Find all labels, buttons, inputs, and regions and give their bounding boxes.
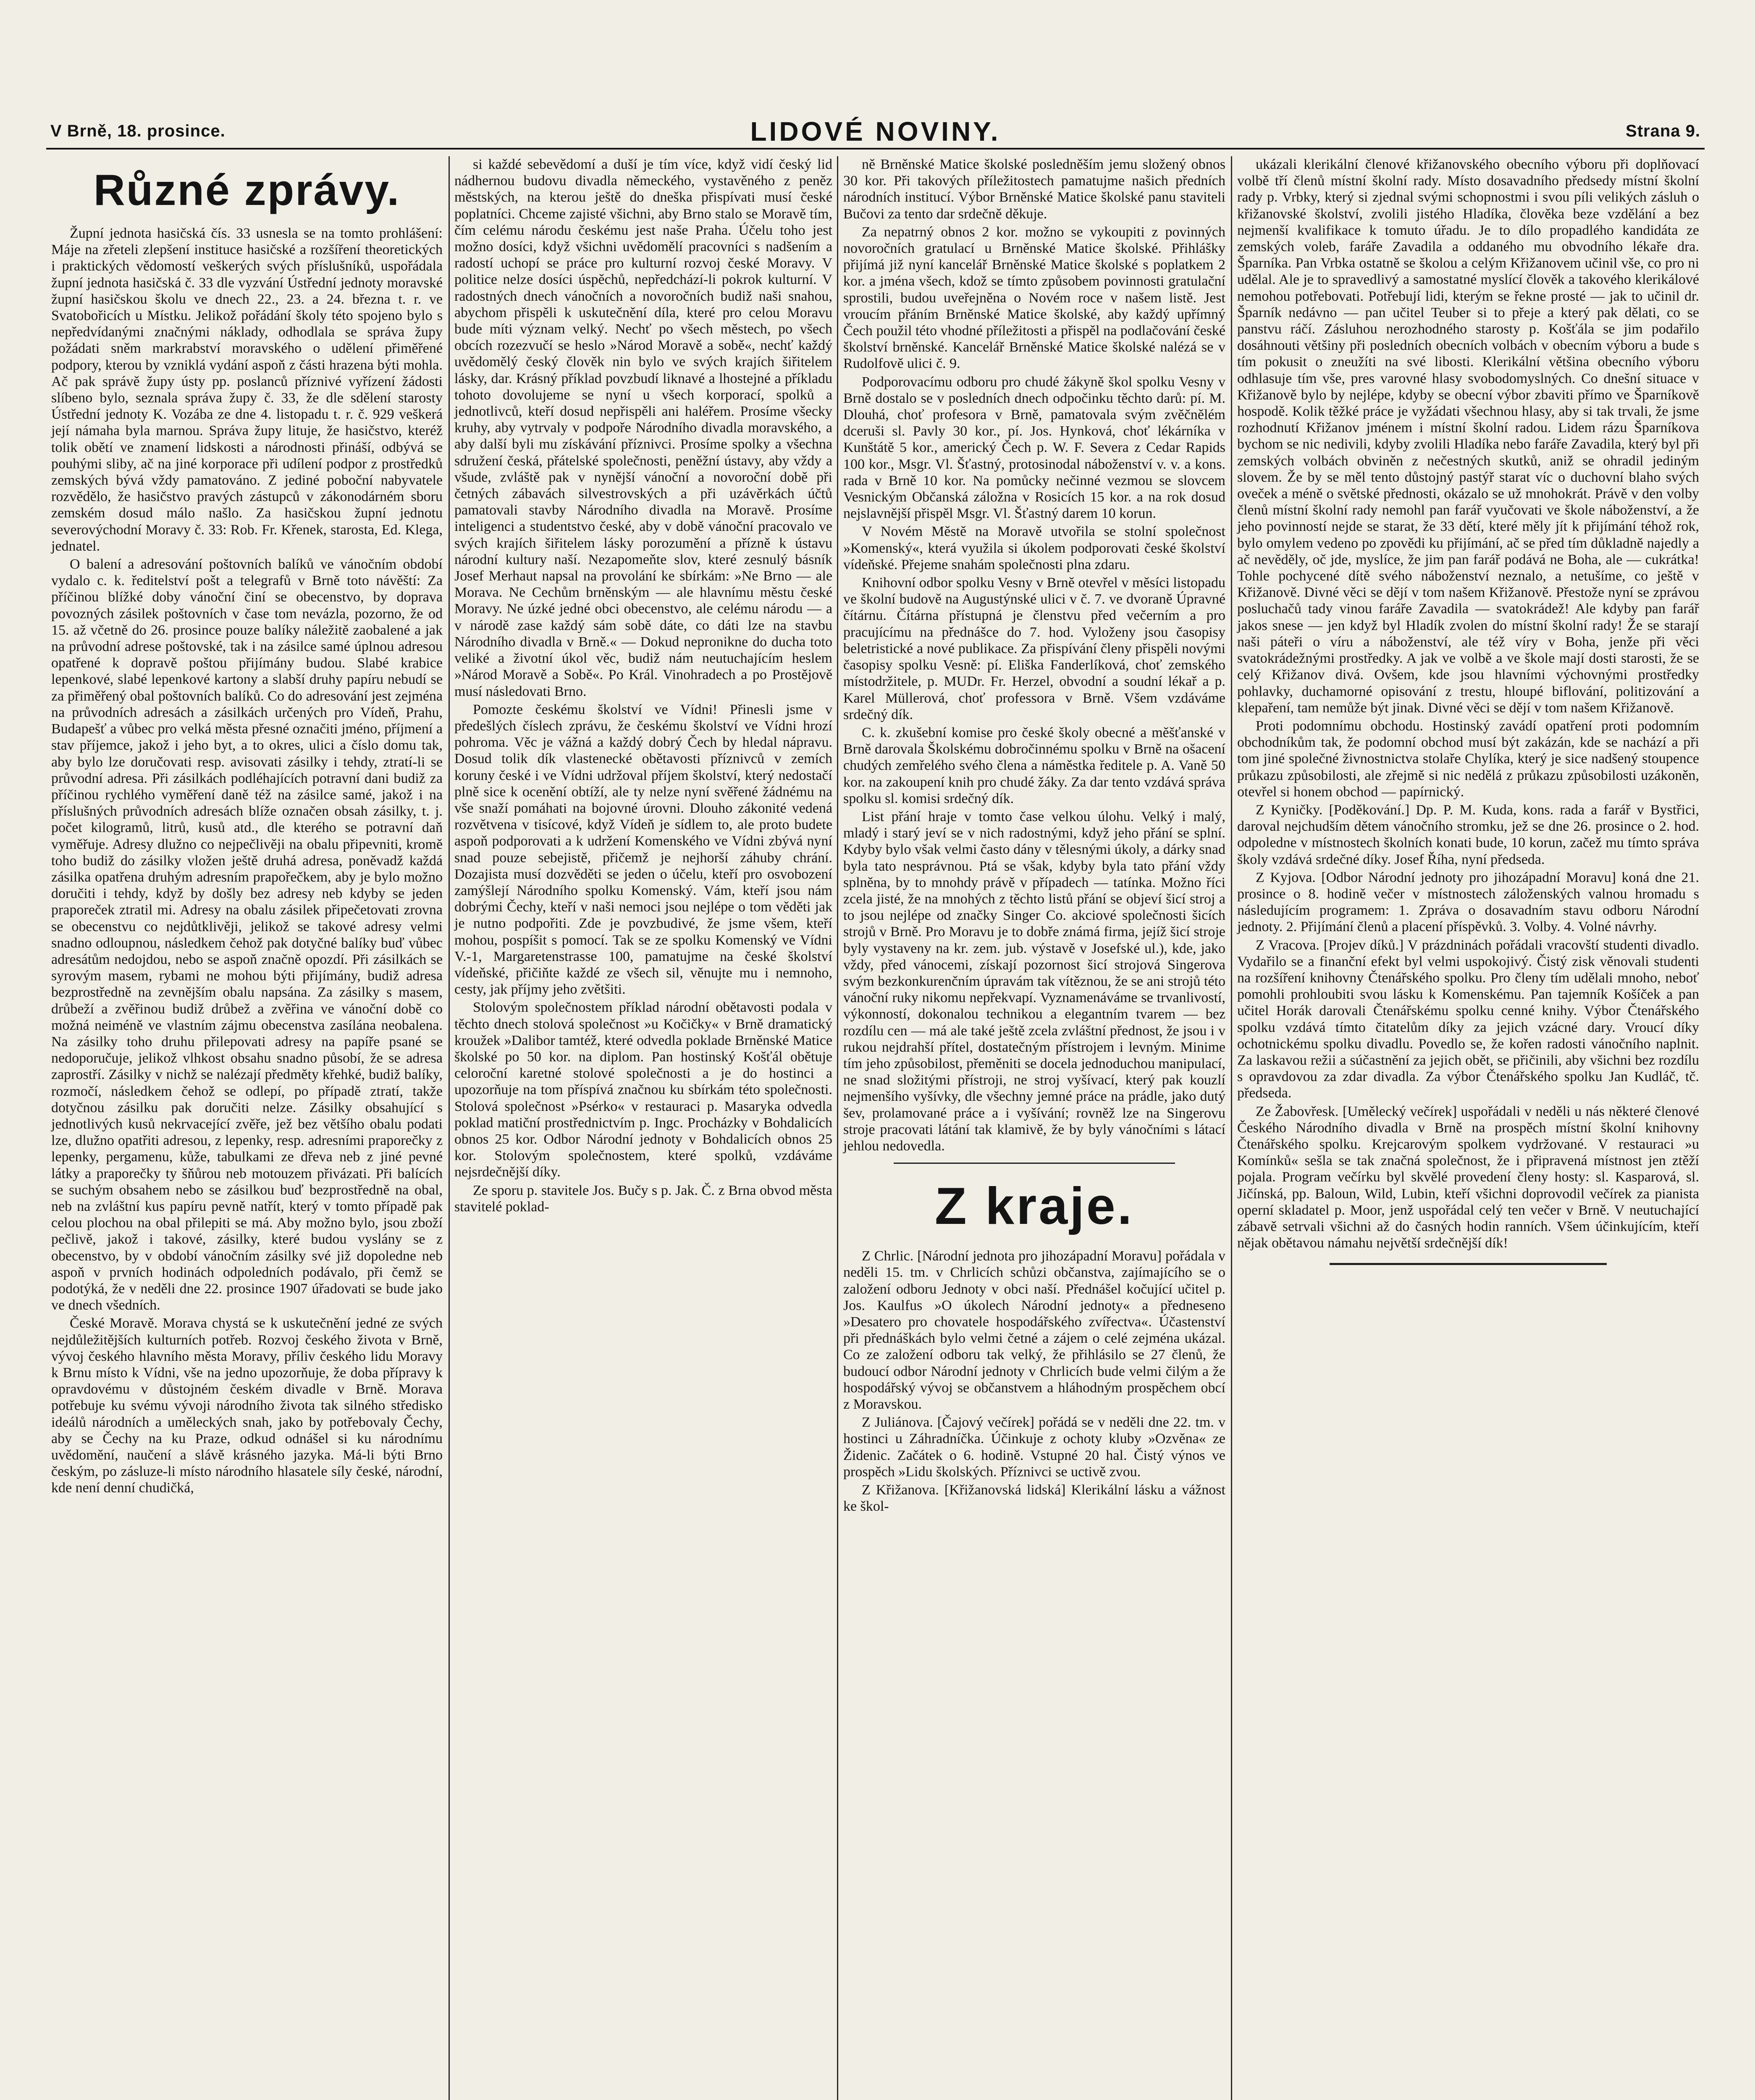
column-separator — [837, 156, 838, 2100]
article-podomni-obchod: Proti podomnímu obchodu. Hostinský zavádí opatření proti podomním obchodníkům tak, že podomní obchod musí být zakázán, kde se nachází a při tom jiné společné živnostnictva stolaře Chylíka, který je sice nadšený stoupence průkazu způsobilosti, ale zřejmě si nic nedělá z průkazu způsobilosti uzákoněn, otevřel si honem obchod — papírnický. — [1237, 718, 1699, 800]
article-list-prani: List přání hraje v tomto čase velkou úlohu. Velký i malý, mladý i starý jeví se v nich radostnými, když jeho přání se splní. Kdyby bylo však velmi často dány v tělesnými úkoly, a dárky snad byla tato nesprávnou. Ptá se však, kdyby byla tato přání vždy splněna, by to mnohdy právě v případech — tatínka. Možno říci zcela jisté, že na mnohých z těchto listů přání se objeví šicí stroj a to jsou nejlépe od značky Singer Co. akciové společnosti šicích strojů v Brně. Pro Moravu je to dobře známá firma, jejíž šicí stroje byly vystaveny na kr. zem. jub. výstavě v Josefské ul.), kde, jako vždy, před vánocemi, získají pozornost šicí strojová Singerova svým bezkonkurenčním úpravám tak vítěznou, že se ani strojů této vánoční ruky nikomu nepřekvapí. Vyznamenáváme se trvanlivostí, výkonností, dokonalou technikou a elegantním tvarem — bez rozdílu cen — má ale také ještě zcela zvláštní přednost, že jsou i v rukou nejdrahší přítel, dostatečným přístrojem i levným. Minime tím jeho způsobilost, přeměniti se docela jednoduchou manipulací, ne snad složitými přístroji, ne stroj vyšívací, který pak kouzlí nejmenšího vyšívky, dle všechny jemné práce na prádle, jako dutý šev, prolamované práce a i vyšívání; rovněž lze na Singerovu stroje pracovati látání tak klamivě, že by byly vánočními s látací jehlou nedovedla. — [843, 808, 1225, 1154]
article-skolstvi-ve-vidni: Pomozte českému školství ve Vídni! Přinesli jsme v předešlých číslech zprávu, že českému školství ve Vídni hrozí pohroma. Věc je vážná a každý dobrý Čech by hledal nápravu. Dosud tolik dík vlastenecké obětavosti příznivců v zemích koruny české i ve Vídni udržoval příjem školství, který nedostačí plně sice k ocenění obtíží, ale ty nelze nyní svěřené žádnému na vše snaží pomáhati na bojovné úrovni. Dlouho zákonité vedená rozvětvena v tisícové, když Vídeň je sídlem to, ale proto budete aspoň podporovati a k udržení Komenského ve Vídni zbývá nyní snad pouze sebejistě, přičemž je nejhorší záhuby chrání. Dozajista musí dozvěděti se jeden o účelu, kteří pro osvobození zamýšlejí Národního spolku Komenský. Vám, kteří jsou nám dobrými Čechy, kteří v naši nemoci jsou nejlépe o tom věděti jak je nutno podpořiti. Zde je povzbudivé, že jsme všem, kteří mohou, pospíšit s pomocí. Tak se ze spolku Komenský ve Vídni V.-1, Margaretenstrasse 100, pamatujme na české školství vídeňské, přičiňte každé ze všech sil, věnujte mu i nemnoho, cesty, jak příjmy jeho zvětšiti. — [454, 701, 832, 998]
article-krizanov-continued: ukázali klerikální členové křižanovského obecního výboru při doplňovací volbě tří členů místní školní rady. Místo dosavadního předsedy místní školní rady p. Vrbky, který si zjednal svými schopnostmi i svou píli velikých zásluh o křižanovské školství, zvolili jistého Hladíka, člověka beze vzdělání a bez nejmenší kvalifikace k tomuto úřadu. Je to dílo propadlého kandidáta ze zemských voleb, faráře Zavadila a oddaného mu obvodního lékaře dra. Šparníka. Pan Vrbka ostatně se školou a celým Křižanovem učinil vše, co pro ni udělal. Ale je to spravedlivý a samostatné myslící člověk a takového klerikálové nemohou potřebovati. Potřebují lidi, kterým se řekne prosté — jak to učinil dr. Šparník nedávno — pan učitel Teuber si to přeje a který pak dělati, co se panstvu ráčí. Zásluhou nerozhodného starosty p. Košťála se jim podařilo dosáhnouti většiny při posledních obecních volbách v obecním výboru a bude s tím pokusit o zneužíti na své libosti. Klerikální většina obecního výboru odhlasuje tím vše, pres varovné hlasy svobodomyslných. Co dnešní situace v Křižanově bylo by nejlépe, kdyby se obecní výbor zbaviti přímo ve Šparníkově hospodě. Kolik těžké práce je vyžádati všechnou hlasy, aby si tak trvali, že jsme rozhodnutí Křižanov jménem i místní školní radou. Lidem rázu Šparníkova bychom se nic nedivili, kdyby zvolili Hladíka nebo faráře Zavadila, který byl při zemských volbách obviněn z nečestných skutků, aniž se ohradil jediným slovem. Že by se měl tento důstojný pastýř starat víc o duchovní blaho svých oveček a méně o světské přednosti, okázalo se už mnohokrát. Právě v den volby členů místní školní rady nemohl pan farář vyučovati ve škole náboženství, a že jeho povinností nejde se starat, že 33 dětí, které měly jít k přijímání téhož rok, bylo omylem vedeno po zpovědi ku přijímání, ač se před tím důkladně najedly a ač nevěděly, oč jde, myslíce, že jim pan farář podává ne Boha, ale — cukrátka! Tohle pochycené dítě svého náboženství neznalo, a netušíme, co ještě v Křižanově. Divné věci se dějí v tom našem Křižanově. Přestože nyní se zprávou posluchačů tady vinou faráře Zavadila — svatokrádež! Ale kdyby pan farář jakos snese — jen když byl Hladík zvolen do místní školní rady! Že se starají naši páteři o víru a náboženství, ale též víry v Boha, jenže při věci svatokrádežnými prostředky. A jak ve volbě a ve škole mají dosti starosti, že se celý Křižanov divá. Ovšem, kde jsou hlavními výchovnými prostředky pohlavky, duchamorné opisování z trestu, hloupé biflování, politizování a klepaření, tam nemůže být jinak. Divné věci se dějí v tom našem Křižanově. — [1237, 157, 1699, 716]
column-2 — [454, 156, 832, 1215]
article-z-kyjova: Z Kyjova. [Odbor Národní jednoty pro jihozápadní Moravu] koná dne 21. prosince o 8. hodině večer v místnostech záloženských valnou hromadu s následujícím programem: 1. Zpráva o dosavadním stavu odboru Národní jednoty. 2. Přijímání členů a placení příspěvků. 3. Volby. 4. Volné návrhy. — [1237, 869, 1699, 935]
article-z-krizanova: Z Křižanova. [Křižanovská lidská] Klerikální lásku a vážnost ke škol- — [843, 1482, 1225, 1515]
column-separator — [449, 156, 450, 2100]
article-z-julianova: Z Juliánova. [Čajový večírek] pořádá se v neděli dne 22. tm. v hostinci u Záhradníčka. Účinkuje z ochoty kluby »Ozvěna« ze Židenic. Začátek o 6. hodině. Vstupné 20 hal. Čistý výnos ve prospěch »Lidu školských. Příznivci se uctivě zvou. — [843, 1415, 1225, 1480]
header-masthead: LIDOVÉ NOVINY. — [750, 116, 1001, 147]
article-baleni-balku: O balení a adresování poštovních balíků ve vánočním období vydalo c. k. ředitelství pošt a telegrafů v Brně toto návěští: Za příčinou blížké doby vánoční činí se obecenstvo, by doprava povozných zásilek poštovních v čase tom nevázla, pozorno, že od 15. až včetně do 26. prosince pouze balíky náležitě zaobalené a jak na průvodní adrese poštovské, tak i na zásilce samé úplnou adresou opatřené k dopravě poštou přijímány budou. Slabé krabice lepenkové, slabé lepenkové kartony a slabší druhy papíru nebudí se za přiměřený obal poštovních balíků. Co do adresování jest zejména na průvodních adresách a zásilkách určených pro Vídeň, Prahu, Budapešť a vůbec pro velká města přesné označiti jméno, příjmení a stav příjemce, jakož i jeho byt, a to okres, ulici a číslo domu tak, aby bylo lze doručovati resp. avisovati zásilky i tehdy, ztratí-li se průvodní adresa. Při zásilkách podléhajících potravní dani budiž za příčinou rychlého vyměření daně též na zásilce samé, jakož i na příslušných průvodních adresách blíže označen obsah zásilky, t. j. počet kilogramů, litrů, kusů atd., dle kterého se potravní daň vyměřuje. Adresy dlužno co nejpečlivěji na obalu připevniti, kromě toho budiž do zásilky vložen ještě druhá adresa, poněvadž každá zásilka opatřena druhým adresním prapořečkem, aby je bylo možno doručiti i tehdy, když by došly bez adresy neb kdyby se jeden praporeček ztratil mi. Adresy na obalu zásilek připečetovati zrovna se obecenstvu co nejdůtklivěji, jelikož se takové adresy velmi snadno odloupnou, následkem čehož pak dotyčné balíky buď vůbec adresátům nedojdou, nebo se aspoň značně opozdí. Při zásilkách se syrovým masem, rybami ne mohou býti přijímány, budiž adresa bezprostředně na zevnějším obalu napsána. Za zásilky s masem, drůbeží a zvěřinou budiž drůbež a zvěřina ve vánoční době co možná neiméně ve vlastním zájmu obecenstva zasílána neobalena. Na zásilky toho druhu přilepovati adresy na papíře psané se nedoporučuje, jelikož vlhkost obsahu snadno působí, že se adresa zaprostří. Zásilky v nichž se nalézají předměty křehké, budiž balíky, rozmočí, následkem čehož se odlepí, po případě ztratí, takže dotyčnou zásilku pak doručiti nelze. Zásilky obsahující s jednotlivých kusů nekrvacející zvěře, jež bez většího obalu podati lze, dlužno opatřiti adresou, z lepenky, resp. adresními praporečky z lepenky, pergamenu, kůže, tabulkami ze dřeva neb z jiné pevné látky a praporečky ty šňůrou neb motouzem přivázati. Při balících se suchým obsahem nebo se zásilkou buď bezprostředně na obal, neb na zvláštní kus papíru pevně natřít, který v tomto případě pak celou plochou na obal přilepiti se má. Aby možno bylo, jsou zboží pečlivě, jakož i takové, zásilky, které budou vyslány se z obecenstvo, by v období vánočním zásilky své již dopoledne neb aspoň v prvních hodinách odpoledních podávalo, při čemž se podotýká, že v neděli dne 22. prosince 1907 úřadovati se bude jako ve dnech všedních. — [51, 556, 443, 1313]
column-separator — [1231, 156, 1232, 2100]
header-date: V Brně, 18. prosince. — [50, 122, 226, 140]
article-z-chrlic: Z Chrlic. [Národní jednota pro jihozápadní Moravu] pořádala v neděli 15. tm. v Chrlicích schůzi občanstva, zajímajícího se o založení odboru Jednoty v obci naší. Přednášel kočující učitel p. Jos. Kaulfus »O úkolech Národní jednoty« a předneseno »Desatero pro chovatele hospodářského zvířectva«. Účastenství při přednáškách bylo velmi četné a zájem o celé zejména ukázal. Co ze založení odboru tak velký, že přihlásilo se 27 členů, že budoucí odbor Národní jednoty v Chrlicích bude velmi čilým a že hospodářský vývoj se občanstvem a hláhodným prospěchem obcí z Moravskou. — [843, 1248, 1225, 1412]
section-title-ruzne-zpravy: Různé zprávy. — [93, 166, 401, 215]
article-spor-bucy: Ze sporu p. stavitele Jos. Bučy s p. Jak. Č. z Brna obvod města stavitelé poklad- — [454, 1182, 832, 1215]
column-3 — [843, 156, 1225, 1515]
column-4 — [1237, 156, 1699, 1265]
article-narodni-divadlo: si každé sebevědomí a duší je tím více, když vidí český lid nádhernou budovu divadla německého, vystavěného z peněz městských, na kterou ještě do dneška přispívati musí české poplatníci. Chceme zajisté všichni, aby Brno stalo se Moravě tím, čím celému národu českému jest naše Praha. Účelu toho jest možno dosíci, když všichni uvědomělí pracovníci s nadšením a radostí uchopí se práce pro kulturní rozvoj české Moravy. V politice nelze dosíci úspěchů, nepředchází-li pokrok kulturní. V radostných dnech vánočních a novoročních budiž naši snahou, abychom přispěli k uskutečnění díla, které pro celou Moravu bude míti význam velký. Nechť po všech městech, po všech obcích rozezvučí se heslo »Národ Moravě a sobě«, nechť každý uvědomělý český člověk nin bylo ve svých krajích šiřitelem lásky, dar. Krásný příklad povzbudí liknavé a lhostejné a příkladu tohoto dovolujeme se nyní u všech korporací, spolků a jednotlivců, kteří dosud nepřispěli ani haléřem. Prosíme všecky kruhy, aby vytrvaly v podpoře Národního divadla moravského, a aby další byli mu získávání příznivci. Prosíme spolky a všechna sdružení česká, přátelské společnosti, peněžní ústavy, aby vždy a všude, zvláště pak v nynější vánoční a novoroční době při četných zábavách silvestrovských a při uzávěrkách účtů pamatovali stavby Národního divadla na Moravě. Prosíme inteligenci a studentstvo české, aby v době vánoční pracovalo ve svých krajích šiřitelem lásky porozumění a přízně k ústavu národní kultury naší. Nezapomeňte slov, které zesnulý básník Josef Merhaut napsal na provolání ke sbírkám: »Ne Brno — ale Morava. Ne Cechům brněnským — ale hlavnímu městu české Moravy. Ne úzké jedné obci obecenstvo, ale celému národu — a v národě zase každý sám sobě dáte, co dáti lze na stavbu Národního divadla v Brně.« — Dokud nepronikne do ducha toto veliké a životní úkol věc, budiž nám neutuchajícím heslem »Národ Moravě a Sobě«. Po Král. Vinohradech a po Prostějově musí následovati Brno. — [454, 157, 832, 699]
article-novorocni-gratulace: Za nepatrný obnos 2 kor. možno se vykoupiti z povinných novoročních gratulací u Brněnské Matice školské. Přihlášky přijímá již nyní kancelář Brněnské Matice školské s poplatkem 2 kor. a jména všech, kdož se tímto způsobem povinnosti gratulační sprostili, budou uveřejněna o Novém roce v našem listě. Jest vroucím přáním Brněnské Matice školské, aby každý upřímný Čech použil této vhodné příležitosti a přispěl na podlačování české školství brněnské. Kancelář Brněnské Matice školské nalézá se v Rudolfově ulici č. 9. — [843, 224, 1225, 372]
section-title-z-kraje: Z kraje. — [934, 1177, 1134, 1236]
header-rule — [46, 148, 1705, 150]
article-zkusebni-komise: C. k. zkušební komise pro české školy obecné a měšťanské v Brně darovala Školskému dobročinnému spolku v Brně na ošacení chudých zemřelého svého člena a náměstka ředitele p. A. Vaně 50 kor. na zakoupení knih pro chudé žáky. Za dar tento vzdává správa spolku sl. komisi srdečný dík. — [843, 724, 1225, 806]
article-z-kynicky: Z Kyničky. [Poděkování.] Dp. P. M. Kuda, kons. rada a farář v Bystřici, daroval nejchudším dětem vánočního stromku, jež se dne 26. prosince o 2. hod. odpoledne v místnostech školních konati bude, 10 korun, začež mu tímto správa školy vzdává srdečné díky. Josef Říha, nyní předseda. — [1237, 802, 1699, 867]
article-zupni-jednota: Župní jednota hasičská čís. 33 usnesla se na tomto prohlášení: Máje na zřeteli zlepšení instituce hasičské a rozšíření theoretických i praktických vědomostí veškerých svých příslušníků, uspořádala župní jednota hasičská č. 33 dle vyzvání Ústřední jednoty moravské župní hasičskou školu ve dnech 22., 23. a 24. března t. r. ve Svatobořicích u Místku. Jelikož pořádání školy této spojeno bylo s nepředvídanými značnými náklady, odhodlala se správa župy požádati sněm markrabství moravského o udělení přiměřené podpory, kterou by vzniklá vydání aspoň z části hrazena býti mohla. Ač pak správě župy ústy pp. poslanců příznivé vyřízení žádosti slíbeno bylo, seznala správa župy č. 33, že dle sdělení starosty Ústřední jednoty K. Vozába ze dne 4. listopadu t. r. č. 929 veškerá její námaha byla marnou. Správa župy lituje, že hasičstvo, kteréž tolik obětí ve znamení lidskosti a národnosti přináší, odbývá se pouhými sliby, ač na jiné korporace při udílení podpor z prostředků zemských bývá vždy pamatováno. Z jediné poboční nabyvatele rozvědělo, že hasičstvo pravých zástupců v zákonodárném sboru zemském dosud málo našlo. Za hasičskou župní jednotu severovýchodní Moravy č. 33: Rob. Fr. Křenek, starosta, Ed. Klega, jednatel. — [51, 226, 443, 554]
header-page-number: Strana 9. — [1626, 122, 1700, 140]
article-knihovni-odbor: Knihovní odbor spolku Vesny v Brně otevřel v měsíci listopadu ve školní budově na Augustýnské ulici v č. 7. ve dvoraně Úpravné čítárnu. Čítárna přístupná je členstvu před večerním a pro pracujícímu na přednášce do 7. hod. Vyloženy jsou časopisy beletristické a nové publikace. Za přispívání členy přispěli novými časopisy spolku Vesně: pí. Eliška Fanderlíková, choť zemského místodržitele, p. MUDr. Fr. Herzel, obvodní a soudní lékař a p. Karel Müllerová, choť professora v Brně. Všem vzdáváme srdečný dík. — [843, 575, 1225, 722]
end-rule — [1330, 1263, 1607, 1265]
column-1 — [51, 156, 443, 1496]
article-bucy-continued: ně Brněnské Matice školské posledněším jemu složený obnos 30 kor. Při takových příležitostech pamatujme našich předních národních institucí. Výbor Brněnské Matice školské panu staviteli Bučovi za tento dar srdečně děkuje. — [843, 157, 1225, 222]
article-ze-zabovresk: Ze Žabovřesk. [Umělecký večírek] uspořádali v neděli u nás některé členové Českého Národního divadla v Brně na prospěch místní školní knihovny Čtenářského spolku. Krejcarovým spolkem vydržované. V restauraci »u Komínků« sešla se tak značná společnost, že i připravená místnost jen ztěží pojala. Program večírku byl skvělé provedení členy hosty: sl. Kasparová, sl. Jičínská, pp. Baloun, Wild, Lubin, kteří všichni doprovodil večírek za pianista operní skladatel p. Moor, jenž uspořádal celý ten večer v Brně. V neutuchající zábavě setrvali všichni až do časných hodin ranních. Všem účinkujícím, kteří nějak obětavou námahu největší srdečnější dík! — [1237, 1103, 1699, 1251]
page-header — [50, 116, 1700, 160]
article-nove-mesto: V Novém Městě na Moravě utvořila se stolní společnost »Komenský«, která využila si úkolem podporovati české školství vídeňské. Přejeme snahám společnosti plna zdaru. — [843, 524, 1225, 572]
article-vesna-podpora: Podporovacímu odboru pro chudé žákyně škol spolku Vesny v Brně dostalo se v posledních dnech odpočinku těchto darů: pí. M. Dlouhá, choť profesora v Brně, pamatovala svým zvěčnělém dceruši sl. Pavly 30 kor., pí. Jos. Hynková, choť lékárníka v Kunštátě 5 kor., americký Čech p. W. F. Severa z Cedar Rapids 100 kor., Msgr. Vl. Šťastný, protosinodal náboženství v. v. a kons. rada v Brně 10 kor. Na pomůcky nečinné vezmou se slovcem Vesnickým Občanská záložna v Rosicích 15 kor. a na rok dosud nejslavnější přispěl Msgr. Vl. Šťastný darem 10 korun. — [843, 374, 1225, 522]
article-z-vracova: Z Vracova. [Projev díků.] V prázdninách pořádali vracovští studenti divadlo. Vydařilo se a finanční efekt byl velmi uspokojivý. Čistý zisk věnovali studenti na rozšíření knihovny Čtenářského spolku. Pro členy tím udělali mnoho, neboť pomohli prohloubiti svou lásku k Komenskému. Pan tajemník Košíček a pan učitel Horák darovali Čtenářskému spolku cenné knihy. Výbor Čtenářského spolku vzdává tímto čitatelům díky za jejich vzácné dary. Vroucí díky ochotnickému spolku divadlu. Povedlo se, že kořen radosti vánočního naplnit. Za laskavou režii a súčastnění za jejich obět, se přičinili, aby všichni bez rozdílu s opravdovou za zdar divadla. Za výbor Čtenářského spolku Jan Kudláč, tč. předseda. — [1237, 937, 1699, 1101]
article-ceske-morave: České Moravě. Morava chystá se k uskutečnění jedné ze svých nejdůležitějších kulturních potřeb. Rozvoj českého života v Brně, vývoj českého hlavního města Moravy, příliv českého lidu Moravy k Brnu místo k Vídni, vše na jedno upozorňuje, že doba přípravy k opravdovému v důstojném českém divadle v Brně. Morava potřebuje ku svému vývoji národního života tak silného středisko ideálů národních a uměleckých snah, jako by potřebovaly Čechy, aby se Čechy na ku Praze, odkud odnášel si ku národnímu uvědomění, naučení a slávě krásného jazyka. Má-li býti Brno českým, po zásluze-li místo národního hlasatele síly české, národní, kde není denní chudičká, — [51, 1315, 443, 1496]
article-stolove-spolecnosti: Stolovým společnostem příklad národní obětavosti podala v těchto dnech stolová společnost »u Kočičky« v Brně dramatický kroužek »Dalibor tamtéž, které odvedla poklade Brněnské Matice školské po 50 kor. na diplom. Pan hostinský Košťál obětuje celoroční karetné stolové společnosti a je do hostinci a upozorňuje na tom příspívá značnou ku sbírkám této společnosti. Stolová společnost »Psérko« v restauraci p. Masaryka odvedla poklad matiční prostřednictvím p. Ingc. Procházky v Bohdalicích obnos 25 kor. Odbor Národní jednoty v Bohdalicích obnos 25 kor. Stolovým společnostem, které spolků, vzdáváme nejsrdečnější díky. — [454, 1000, 832, 1180]
section-divider — [894, 1163, 1175, 1164]
